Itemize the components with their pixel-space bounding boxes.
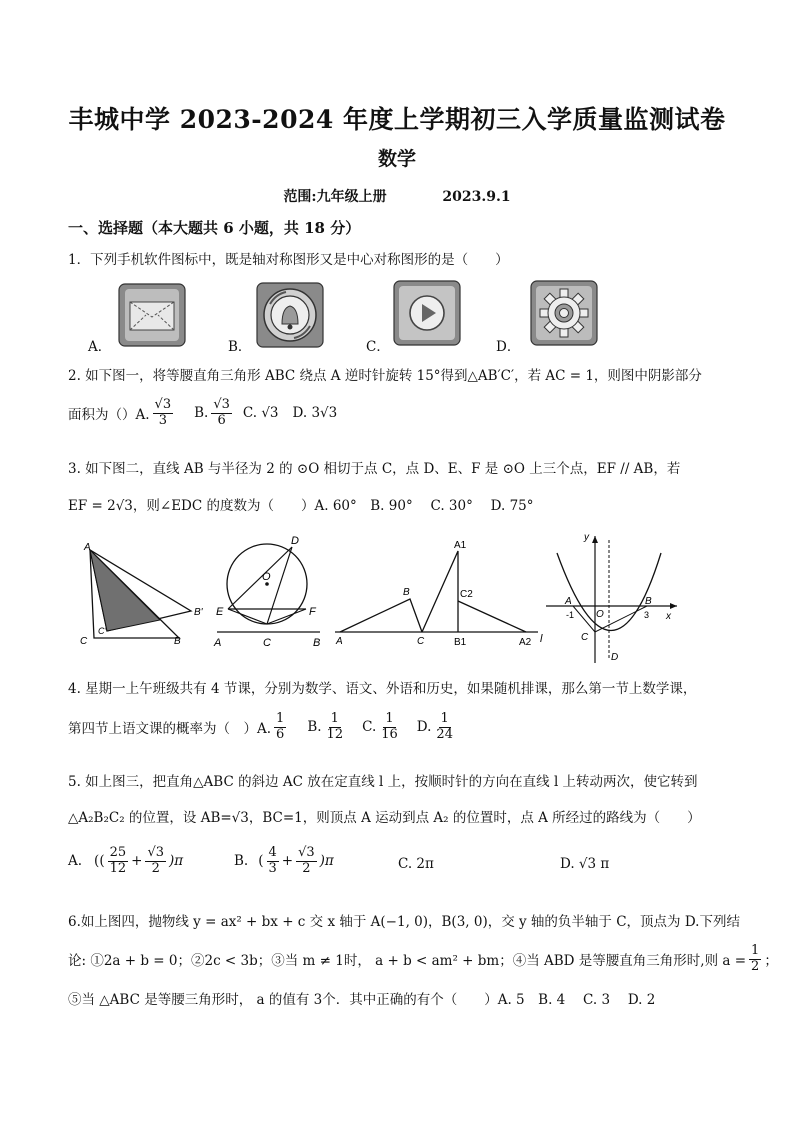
q2-a-den: 3 (158, 412, 167, 428)
q4-b-num: 1 (330, 711, 339, 726)
q2-line1: 2. 如下图一，将等腰直角三角形 ABC 绕点 A 逆时针旋转 15°得到△AB′C′，若 AC = 1，则图中阴影部分 (68, 368, 702, 384)
q1-option-c: C． (366, 339, 390, 355)
q3-line2: EF = 2√3，则∠EDC 的度数为（ ）A. 60° B. 90° C. 30° D. 75° (68, 498, 534, 514)
fig3-label-c2: C2 (460, 589, 473, 600)
q4-line2 (68, 712, 458, 743)
figure-3 (335, 540, 543, 648)
play-button-icon (393, 280, 461, 346)
q2-option-c: C. √3 (242, 405, 279, 422)
q2-line2 (68, 398, 337, 429)
q5-a-label: A. (68, 853, 83, 870)
q4-label-d: D. (416, 719, 432, 736)
envelope-icon (118, 283, 186, 347)
fig1-label-b-prime: B' (194, 607, 203, 618)
fig4-label-neg1: -1 (566, 610, 575, 620)
q2-option-d: D. 3√3 (292, 405, 338, 422)
q6-line2-prefix: 论: ①2a + b = 0；②2c < 3b；③当 m ≠ 1时， a + b < am² + bm；④当 ABD 是等腰直角三角形时,则 a = (68, 953, 747, 970)
fig3-label-b1: B1 (454, 637, 467, 648)
q6-line1: 6.如上图四，抛物线 y = ax² + bx + c 交 x 轴于 A(−1, 0)，B(3, 0)，交 y 轴的负半轴于 C，顶点为 D.下列结 (68, 914, 740, 930)
figures-row (60, 528, 750, 668)
q5-b-frac1 (267, 846, 279, 877)
q2-b-num: √3 (213, 397, 230, 412)
fig2-label-o: O (262, 571, 271, 583)
exam-scope (0, 186, 794, 206)
q4-label-c: C. (362, 719, 377, 736)
q6-fraction-half (749, 944, 761, 975)
fig4-label-a: A (565, 596, 572, 607)
fig2-label-d: D (291, 535, 299, 547)
q5-b-f1-den: 3 (268, 860, 277, 876)
q4-d-den: 24 (436, 726, 453, 742)
q5-b-f2-den: 2 (302, 860, 311, 876)
bell-circle-icon (256, 282, 324, 348)
q4-d-num: 1 (440, 711, 449, 726)
fig1-label-c-prime: C' (98, 626, 107, 636)
fig3-label-a2: A2 (519, 637, 532, 648)
q4-option-d-fraction (434, 712, 455, 743)
fig4-label-c: C (581, 632, 589, 643)
fig4-label-three: 3 (644, 610, 650, 620)
fig3-label-b: B (403, 587, 410, 598)
fig1-label-c: C (80, 636, 88, 647)
q4-a-num: 1 (276, 711, 285, 726)
figure-4 (546, 532, 677, 663)
q2-label-b: B. (194, 405, 209, 422)
q2-option-a-fraction (153, 398, 174, 429)
q6-line3: ⑤当 △ABC 是等腰三角形时， a 的值有 3个．其中正确的有个（ ）A. 5 B. 4 C. 3 D. 2 (68, 992, 656, 1008)
fig3-label-a: A (336, 636, 343, 647)
q5-option-a: A. (( $\frac{25}{12}$ + $\frac{√3}{2}$ )π (68, 845, 184, 876)
q5-a-f1-den: 12 (109, 860, 127, 876)
q4-option-c-fraction (379, 712, 400, 743)
q1-option-d: D． (496, 339, 521, 355)
q1-stem: 1．下列手机软件图标中，既是轴对称图形又是中心对称图形的是（ ） (68, 252, 509, 268)
q2-a-num: √3 (154, 397, 172, 412)
q5-b-label: B. (234, 853, 249, 870)
fig2-label-c: C (263, 637, 271, 649)
q2-option-b-fraction (211, 398, 232, 429)
exam-date: 2023.9.1 (442, 189, 511, 205)
fig2-label-a: A (214, 637, 222, 649)
q6-line2-suffix: ； (764, 953, 778, 970)
q5-a-frac1 (108, 846, 129, 877)
q4-option-a-fraction (274, 712, 286, 743)
q3-line1: 3. 如下图二，直线 AB 与半径为 2 的 ⊙O 相切于点 C，点 D、E、F 是 ⊙O 上三个点，EF // AB，若 (68, 461, 681, 477)
q5-a-f1-num: 25 (109, 845, 127, 860)
fig3-label-l: l (540, 633, 543, 645)
q5-line1: 5. 如上图三，把直角△ABC 的斜边 AC 放在定直线 l 上，按顺时针的方向在直线 l 上转动两次，使它转到 (68, 774, 698, 790)
q5-options (68, 846, 728, 886)
fig4-label-b: B (645, 596, 652, 607)
q5-b-frac2 (296, 846, 317, 877)
figure-1 (80, 542, 204, 647)
q1-options (68, 280, 728, 355)
q4-a-den: 6 (276, 726, 285, 742)
q6-line2 (68, 944, 778, 975)
q4-line1: 4. 星期一上午班级共有 4 节课，分别为数学、语文、外语和历史，如果随机排课，那么第一节上数学课， (68, 681, 697, 697)
q5-a-f2-num: √3 (147, 845, 165, 860)
q4-c-num: 1 (385, 711, 394, 726)
fig4-label-y: y (584, 532, 589, 543)
fig4-label-d: D (611, 652, 619, 663)
fig4-label-x: x (666, 611, 671, 622)
figure-2 (213, 535, 320, 649)
q2-line2-prefix: 面积为（）A. (68, 407, 150, 424)
gear-icon (530, 280, 598, 346)
fig1-label-a: A (84, 542, 91, 553)
q4-line2-prefix: 第四节上语文课的概率为（ ）A. (68, 721, 272, 738)
q5-a-frac2 (145, 846, 166, 877)
fig2-label-b: B (313, 637, 321, 649)
fig3-label-c: C (417, 636, 425, 647)
q6-frac-den: 2 (751, 958, 760, 974)
fig3-label-a1: A1 (454, 540, 467, 551)
q4-label-b: B. (307, 719, 322, 736)
q6-frac-num: 1 (751, 943, 760, 958)
fig1-label-b: B (174, 636, 181, 647)
q4-c-den: 16 (381, 726, 398, 742)
q5-option-d: D. √3 π (560, 856, 610, 872)
q5-option-b: B. ( $\frac{4}{3}$ + $\frac{√3}{2}$ )π (234, 845, 334, 876)
q4-option-b-fraction (325, 712, 346, 743)
section-heading: 一、选择题（本大题共 6 小题，共 18 分） (68, 219, 361, 237)
q5-a-f2-den: 2 (151, 860, 160, 876)
fig4-label-o: O (596, 609, 604, 620)
scope-text: 范围:九年级上册 (283, 189, 387, 205)
q5-b-f2-num: √3 (298, 845, 315, 860)
q1-option-a: A． (88, 339, 112, 355)
subject-title: 数学 (377, 148, 416, 170)
q4-b-den: 12 (326, 726, 344, 742)
fig2-label-f: F (309, 606, 316, 618)
q2-b-den: 6 (217, 412, 226, 428)
exam-title: 丰城中学 2023-2024 年度上学期初三入学质量监测试卷 (68, 105, 726, 134)
fig2-label-e: E (216, 606, 224, 618)
q1-option-b: B． (228, 339, 252, 355)
q5-option-c: C. 2π (398, 856, 434, 872)
q5-line2: △A₂B₂C₂ 的位置，设 AB=√3，BC=1，则顶点 A 运动到点 A₂ 的位置时，点 A 所经过的路线为（ ） (68, 810, 701, 826)
q5-b-f1-num: 4 (268, 845, 277, 860)
